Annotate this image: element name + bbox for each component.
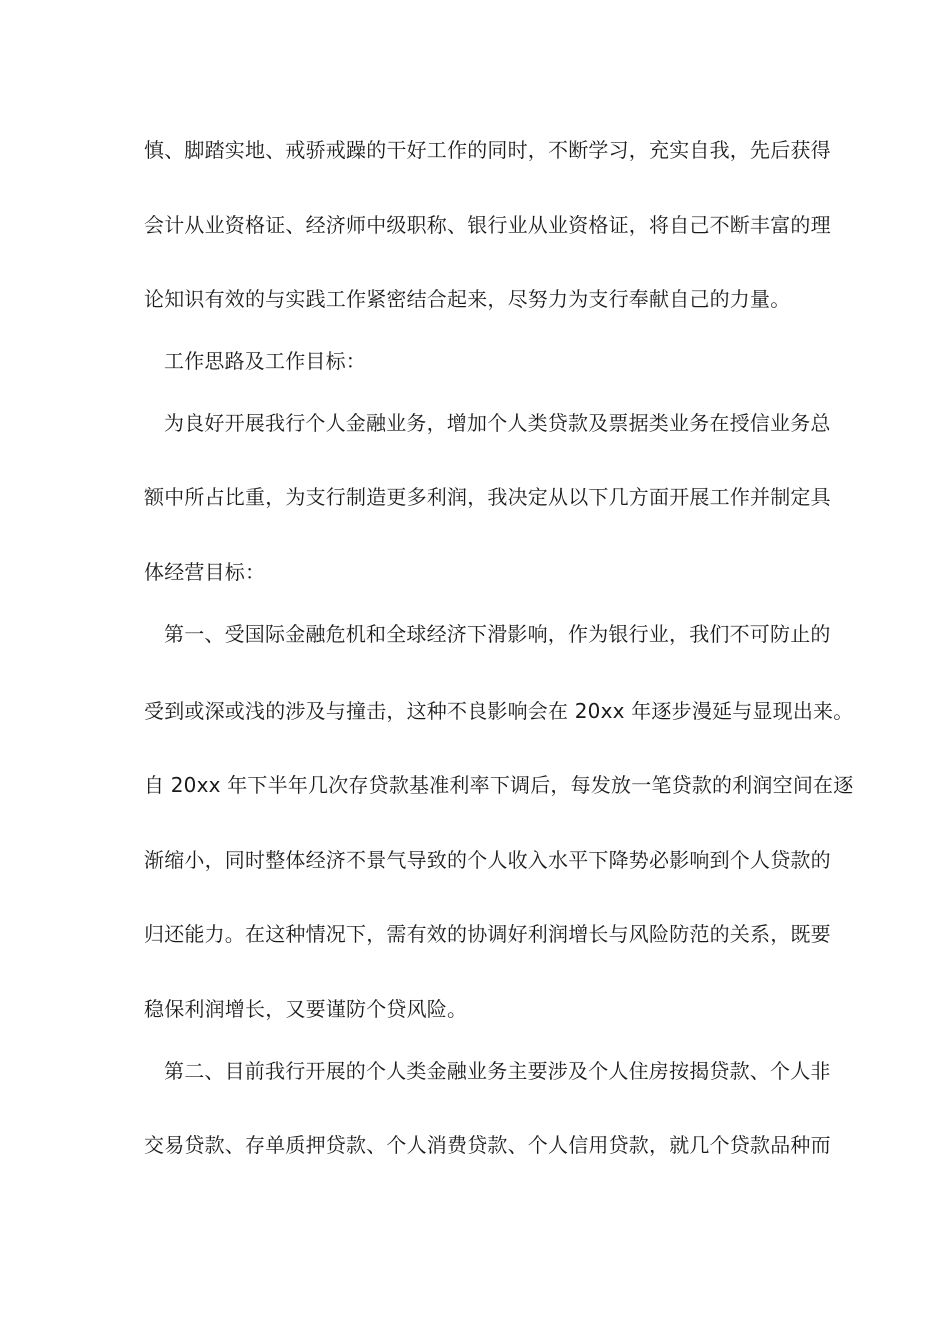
text-line: 自 20xx 年下半年几次存贷款基准利率下调后，每发放一笔贷款的利润空间在逐	[144, 773, 854, 797]
text-line: 第一、受国际金融危机和全球经济下滑影响，作为银行业，我们不可防止的	[164, 622, 831, 646]
text-line: 交易贷款、存单质押贷款、个人消费贷款、个人信用贷款，就几个贷款品种而	[144, 1133, 831, 1157]
text-line: 额中所占比重，为支行制造更多利润，我决定从以下几方面开展工作并制定具	[144, 485, 831, 509]
text-line: 归还能力。在这种情况下，需有效的协调好利润增长与风险防范的关系，既要	[144, 922, 831, 946]
text-line: 会计从业资格证、经济师中级职称、银行业从业资格证，将自己不断丰富的理	[144, 213, 831, 237]
text-line: 为良好开展我行个人金融业务，增加个人类贷款及票据类业务在授信业务总	[164, 411, 831, 435]
text-line: 稳保利润增长，又要谨防个贷风险。	[144, 997, 468, 1021]
text-line: 论知识有效的与实践工作紧密结合起来，尽努力为支行奉献自己的力量。	[144, 287, 791, 311]
text-line: 第二、目前我行开展的个人类金融业务主要涉及个人住房按揭贷款、个人非	[164, 1059, 831, 1083]
section-heading: 工作思路及工作目标：	[164, 349, 366, 373]
text-line: 受到或深或浅的涉及与撞击，这种不良影响会在 20xx 年逐步漫延与显现出来。	[144, 699, 854, 723]
text-line: 体经营目标：	[144, 560, 266, 584]
text-line: 渐缩小，同时整体经济不景气导致的个人收入水平下降势必影响到个人贷款的	[144, 848, 831, 872]
text-line: 慎、脚踏实地、戒骄戒躁的干好工作的同时，不断学习，充实自我，先后获得	[144, 138, 831, 162]
